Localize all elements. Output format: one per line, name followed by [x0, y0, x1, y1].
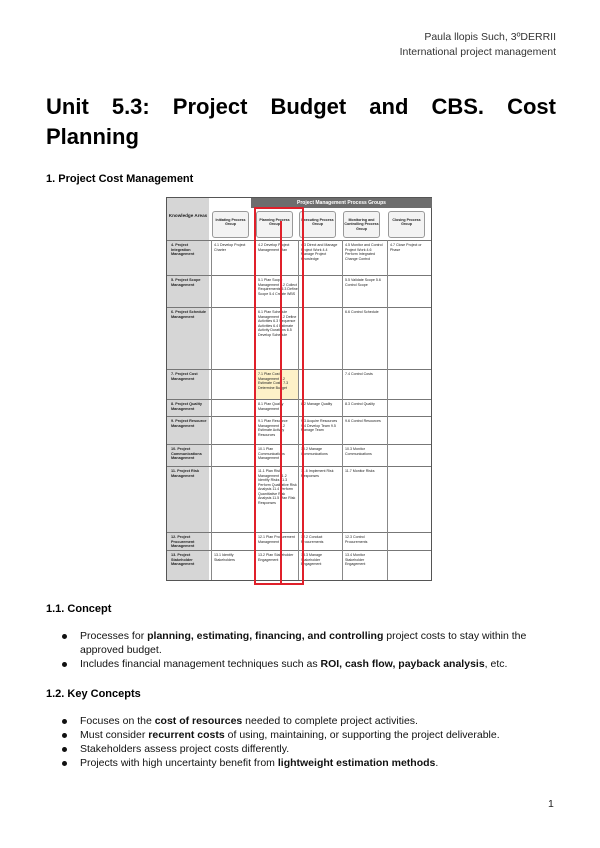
- process-cell: 6.1 Plan Schedule Management 6.2 Define Activities 6.3 Sequence Activities 6.4 Estimate Activity Durations 6.5 Develop Schedule: [258, 310, 297, 337]
- text-fragment: Includes financial management techniques such as: [80, 658, 321, 670]
- process-cell: 11.7 Monitor Risks: [345, 469, 375, 473]
- column-divider: [387, 240, 388, 580]
- process-cell: 4.1 Develop Project Charter: [214, 243, 246, 252]
- section-heading-key-concepts: 1.2. Key Concepts: [46, 688, 141, 700]
- process-cell: 8.2 Manage Quality: [301, 402, 333, 406]
- process-cell: 10.1 Plan Communications Management: [258, 447, 285, 460]
- text-fragment: Processes for: [80, 630, 148, 642]
- process-cell: 8.3 Control Quality: [345, 402, 375, 406]
- process-cell: 10.3 Monitor Communications: [345, 447, 372, 456]
- process-cell: 4.5 Monitor and Control Project Work 4.6 Perform Integrated Change Control: [345, 243, 383, 261]
- list-item: [62, 728, 562, 742]
- bold-text: lightweight estimation methods: [277, 757, 436, 769]
- text-fragment: needed to complete project activities.: [242, 715, 418, 727]
- section-heading-concept: 1.1. Concept: [46, 603, 112, 615]
- text-fragment: Focuses on the: [80, 715, 155, 727]
- section-heading-cost-management: 1. Project Cost Management: [46, 173, 194, 185]
- knowledge-areas-header: Knowledge Areas: [167, 198, 209, 240]
- bold-text: cost of resources: [154, 715, 243, 727]
- knowledge-area-label: 7. Project Cost Management: [167, 370, 209, 399]
- planning-highlight-divider: [280, 221, 282, 585]
- text-fragment: Stakeholders assess project costs differently.: [80, 743, 290, 755]
- process-cell: 13.4 Monitor Stakeholder Engagement: [345, 553, 366, 566]
- process-group-header: Closing Process Group: [388, 211, 425, 238]
- author-line: Paula llopis Such, 3ºDERRII: [424, 31, 556, 43]
- process-cell: 9.6 Control Resources: [345, 419, 381, 423]
- process-cell: 12.3 Control Procurements: [345, 535, 368, 544]
- list-item: [62, 657, 562, 671]
- page-number: 1: [548, 798, 554, 810]
- bullet-icon: [62, 747, 67, 752]
- text-fragment: project costs to stay within the approved budget.: [80, 630, 527, 656]
- knowledge-area-label: 11. Project Risk Management: [167, 467, 209, 532]
- process-cell: 6.6 Control Schedule: [345, 310, 379, 314]
- process-cell: 4.2 Develop Project Management Plan: [258, 243, 290, 252]
- title-line-1: Unit 5.3: Project Budget and CBS. Cost: [46, 94, 556, 119]
- text-fragment: Projects with high uncertainty benefit from: [80, 757, 278, 769]
- bullet-icon: [62, 733, 67, 738]
- bullet-icon: [62, 634, 67, 639]
- process-cell: 4.3 Direct and Manage Project Work 4.4 Manage Project Knowledge: [301, 243, 338, 261]
- bold-text: ROI, cash flow, payback analysis: [320, 658, 485, 670]
- bullet-icon: [62, 719, 67, 724]
- list-item: [62, 629, 562, 657]
- page-header: [400, 30, 556, 60]
- process-group-header: Initiating Process Group: [212, 211, 249, 238]
- concept-bullet-list: [62, 629, 562, 671]
- knowledge-area-label: 6. Project Schedule Management: [167, 308, 209, 369]
- text-fragment: of using, maintaining, or supporting the project deliverable.: [224, 729, 500, 741]
- knowledge-area-label: 4. Project Integration Management: [167, 241, 209, 275]
- column-divider: [211, 240, 212, 580]
- planning-highlight-box: [254, 207, 304, 585]
- page-title: [46, 92, 556, 152]
- process-cell: 13.1 Identify Stakeholders: [214, 553, 235, 562]
- process-cell: 9.3 Acquire Resources 9.4 Develop Team 9.5 Manage Team: [301, 419, 338, 432]
- bullet-icon: [62, 662, 67, 667]
- bullet-icon: [62, 761, 67, 766]
- text-fragment: .: [435, 757, 439, 769]
- process-group-header: Executing Process Group: [299, 211, 336, 238]
- knowledge-area-label: 12. Project Procurement Management: [167, 533, 209, 550]
- bold-text: planning, estimating, financing, and controlling: [147, 630, 384, 642]
- column-divider: [342, 240, 343, 580]
- process-cell: 12.2 Conduct Procurements: [301, 535, 324, 544]
- knowledge-area-label: 8. Project Quality Management: [167, 400, 209, 416]
- process-cell: 11.1 Plan Risk Management 11.2 Identify Risks 11.3 Perform Qualitative Risk Analysis 11.4 Perform Quantitative Risk Analysis 11.5 Plan Risk Responses: [258, 469, 297, 505]
- knowledge-area-label: 9. Project Resource Management: [167, 417, 209, 444]
- process-group-header: Planning Process Group: [256, 211, 293, 238]
- process-cell: 11.6 Implement Risk Responses: [301, 469, 334, 478]
- process-cell: 10.2 Manage Communications: [301, 447, 328, 456]
- knowledge-area-label: 5. Project Scope Management: [167, 276, 209, 307]
- process-cell: 7.4 Control Costs: [345, 372, 373, 376]
- text-fragment: , etc.: [484, 658, 508, 670]
- process-cell: 7.1 Plan Cost Management 7.2 Estimate Costs 7.3 Determine Budget: [258, 372, 289, 390]
- knowledge-area-label: 10. Project Communications Management: [167, 445, 209, 466]
- key-concepts-bullet-list: [62, 714, 562, 770]
- title-line-2: Planning: [46, 124, 139, 149]
- list-item: [62, 756, 562, 770]
- process-cell: 4.7 Close Project or Phase: [390, 243, 422, 252]
- knowledge-area-label: 13. Project Stakeholder Management: [167, 551, 209, 580]
- text-fragment: Must consider: [80, 729, 149, 741]
- process-cell: 5.1 Plan Scope Management 5.2 Collect Requirements 5.3 Define Scope 5.4 Create WBS: [258, 278, 298, 296]
- process-cell: 13.2 Plan Stakeholder Engagement: [258, 553, 294, 562]
- process-cell: 8.1 Plan Quality Management: [258, 402, 284, 411]
- process-group-header: Monitoring and Controlling Process Group: [343, 211, 380, 238]
- process-cell: 12.1 Plan Procurement Management: [258, 535, 295, 544]
- list-item: [62, 714, 562, 728]
- process-groups-banner: Project Management Process Groups: [251, 198, 432, 208]
- bold-text: recurrent costs: [148, 729, 225, 741]
- course-name: International project management: [399, 46, 556, 58]
- process-cell: 13.3 Manage Stakeholder Engagement: [301, 553, 322, 566]
- process-cell: 9.1 Plan Resource Management 9.2 Estimate Activity Resources: [258, 419, 288, 437]
- process-cell: 5.5 Validate Scope 5.6 Control Scope: [345, 278, 381, 287]
- list-item: [62, 742, 562, 756]
